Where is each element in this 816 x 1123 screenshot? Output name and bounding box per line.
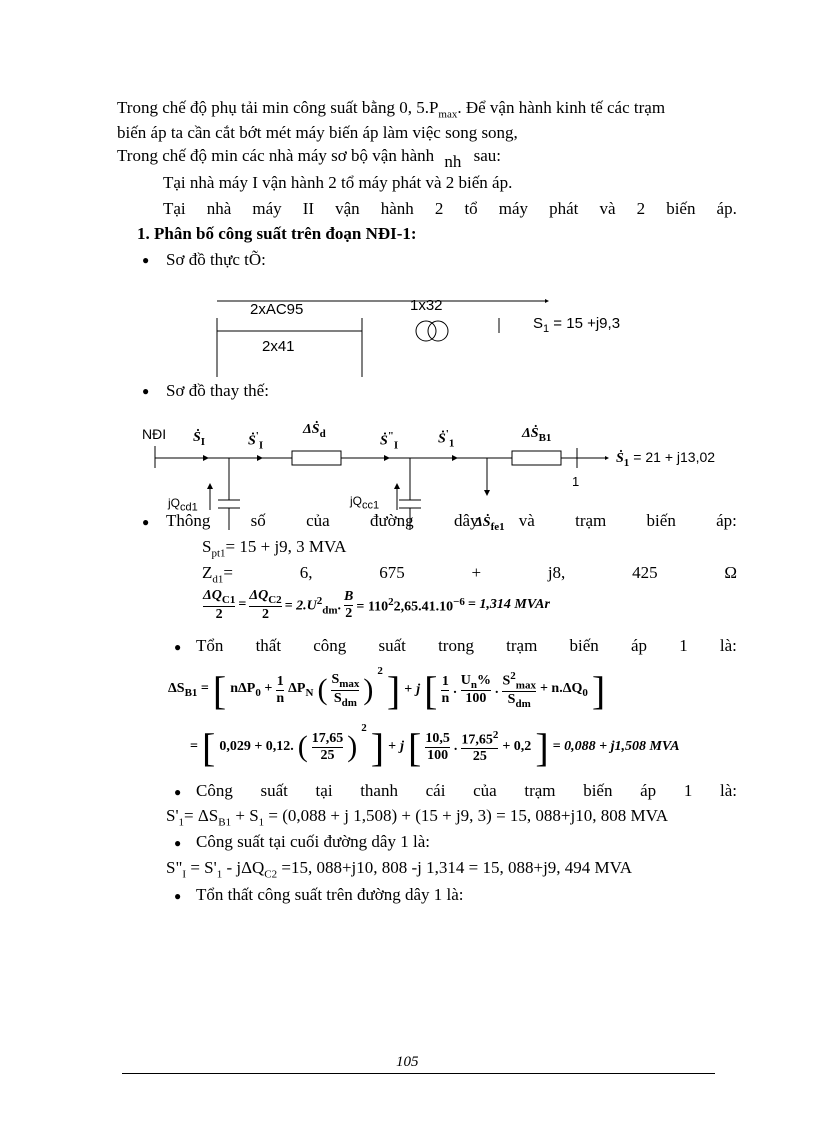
bullet-equiv-diagram: Sơ đồ thay thế: <box>166 381 269 400</box>
intro-line-5: Tại nhà máy II vận hành 2 tổ máy phát và 2 biến áp. <box>163 199 737 218</box>
intro-line-4: Tại nhà máy I vận hành 2 tổ máy phát và 2 biến áp. <box>163 173 513 192</box>
bullet-icon: ● <box>142 384 150 398</box>
bullet-icon: ● <box>174 836 182 850</box>
flow-s1-node: Ṡ'$_1$ <box>438 428 455 450</box>
flow-s1: Ṡ$_I$ <box>193 430 206 448</box>
line-type-label: 2xAC95 <box>250 301 304 318</box>
transformer-loss-title: Tổn thất công suất trong trạm biến áp 1 là: <box>196 636 737 655</box>
flow-s1-double: Ṡ"$_I$ <box>380 430 399 452</box>
bullet-icon: ● <box>174 640 182 654</box>
transformer-loss-formula: $\Delta S_{B1}$ = [ nΔP$_0$ + $\frac{1}{n}$ $\Delta P_N$ ( $S_{max}$ $S_{dm}$ ) $^2$ ] + j [ 1 n . $U_n\%$ 100 . $S^2_{max}$ $S_{dm}$ + $n.\Delta Q_0$ ] <box>168 665 606 713</box>
intro-line-2: biến áp ta cần cắt bớt mét máy biến áp làm việc song song, <box>117 123 518 142</box>
bullet-icon: ● <box>142 515 150 529</box>
line-loss-label: ΔṠ$_d$ <box>303 422 326 440</box>
section-title: 1. Phân bố công suất trên đoạn NĐI-1: <box>137 224 417 243</box>
intro-line-3: Trong chế độ min các nhà máy sơ bộ vận hành nh sau: <box>117 146 502 171</box>
load-label: $S_1 = 15 +j9,3$ <box>533 315 621 335</box>
bullet-real-diagram: Sơ đồ thực tÕ: <box>166 250 266 269</box>
bullet-icon: ● <box>174 889 182 903</box>
transformer-loss-result: = [ 0,029 + 0,12. ( 17,65 25 ) $^2$ ] + j [ 10,5 100 . 17,65$^2$ 25 + 0,2 ] = 0,088 + j1,508 MVA <box>190 722 680 770</box>
fe-loss-label: ΔṠ$_{fe1}$ <box>474 515 505 533</box>
transformer-label: 1x32 <box>410 297 443 314</box>
spt-value: $S_{pt1}= 15 + j9$, 3 MVA <box>202 537 347 560</box>
line-end-title: Công suất tại cuối đường dây 1 là: <box>196 832 430 851</box>
source-label: NĐI <box>142 426 167 442</box>
busbar-equation: $S'_1= \Delta S_{B1} + S_1 = (0,088 + j$ 1,508) + (15 + j9, 3) = 15, 088+j10, 808 MVA <box>166 806 668 829</box>
shunt-label-2: $jQ_{cc1}$ <box>350 494 380 512</box>
page-number: 105 <box>396 1054 419 1070</box>
shunt-label-1: $jQ_{cd1}$ <box>168 496 198 514</box>
line-loss-title: Tổn thất công suất trên đường dây 1 là: <box>196 885 464 904</box>
output-load: Ṡ$_1$ = 21 + j13,02 <box>616 449 716 469</box>
capacitance-equation: $\Delta Q_{C1}$ 2 = $\Delta Q_{C2}$ 2 = $2.U^2_{dm}$. $\frac{B}{2}$ = $110^22,65.41.10^{-6}$ = 1,314 MVAr <box>203 588 550 622</box>
intro-line-1: Trong chế độ phụ tải min công suất bằng 0, $5.P_{max}$. Để vận hành kinh tế các trạm <box>117 98 666 121</box>
transformer-loss-label: ΔṠ$_{B1}$ <box>522 426 552 444</box>
node-number: 1 <box>572 474 580 489</box>
footer-rule <box>122 1073 715 1074</box>
bullet-icon: ● <box>142 253 150 267</box>
line-length-label: 2x41 <box>262 338 295 355</box>
bullet-icon: ● <box>174 785 182 799</box>
line-end-equation: $S"_I = S'_1 - j\Delta Q_{C2} =15$, 088+j10, 808 -j 1,314 = 15, 088+j9, 494 MVA <box>166 858 633 881</box>
flow-s1-prime: Ṡ'$_I$ <box>248 430 264 452</box>
params-title: Thông số của đường dây và trạm biến áp: <box>166 511 737 530</box>
busbar-title: Công suất tại thanh cái của trạm biến áp 1 là: <box>196 781 737 800</box>
zd-value: $Z_{d1}=$ 6, 675 + j8, 425 Ω <box>202 563 737 586</box>
